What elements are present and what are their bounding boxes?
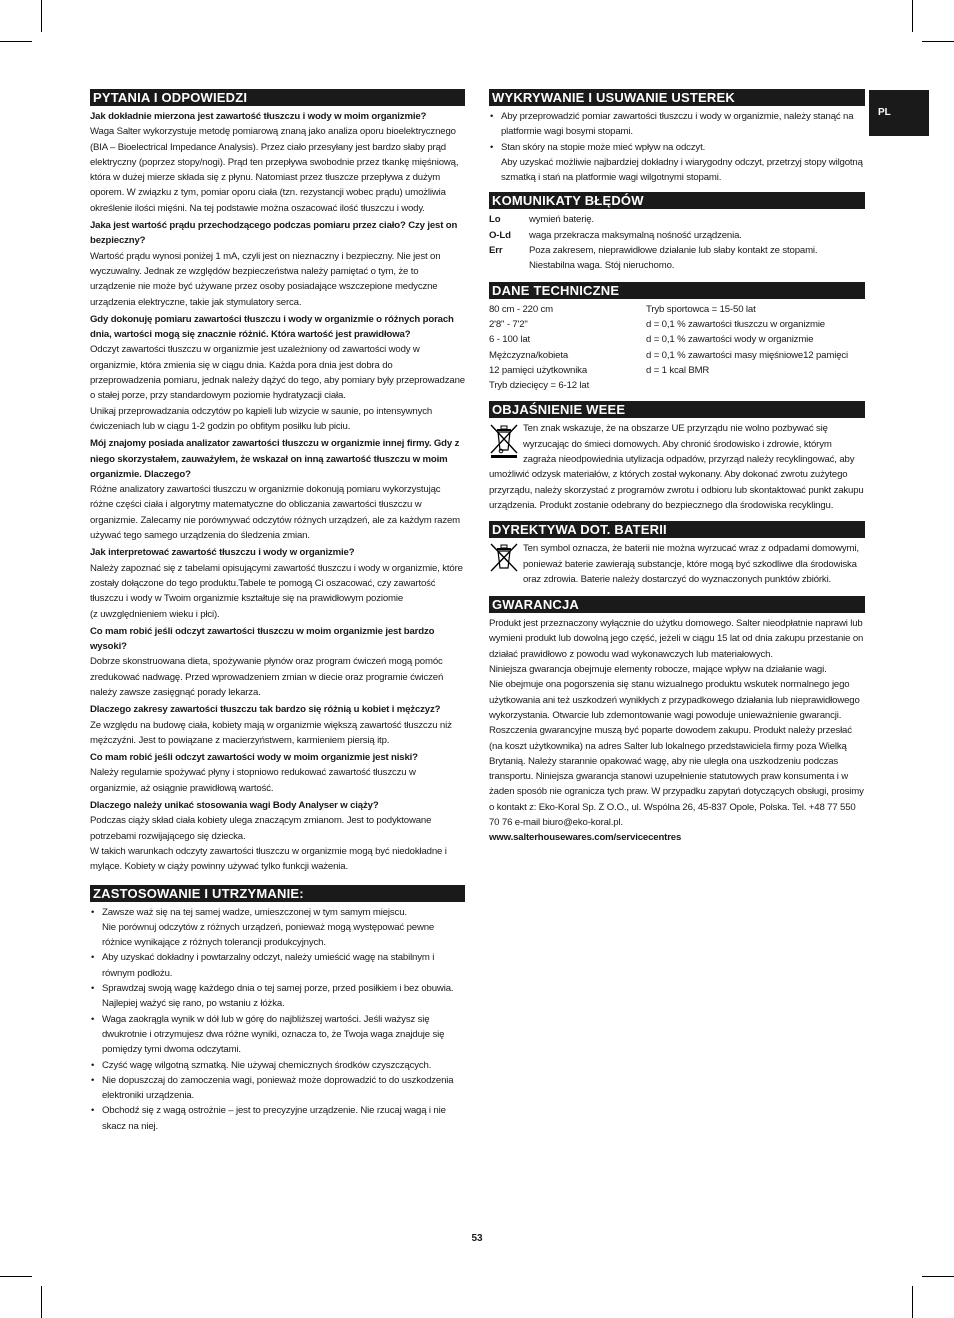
tech-spec-item: Tryb sportowca = 15-50 lat: [646, 303, 756, 315]
qa-question: Dlaczego należy unikać stosowania wagi Body Analyser w ciąży?: [90, 800, 379, 812]
crop-mark: [0, 41, 32, 42]
tech-specs-right: [646, 302, 865, 394]
bullet-line: • Sprawdzaj swoją wagę każdego dnia o tej samej porze, przed posiłkiem i bez obuwia. Najlepiej ważyć się rano, po wstaniu z łóżka.: [102, 983, 454, 1010]
tech-spec-item: d = 1 kcal BMR: [646, 364, 710, 376]
usage-list: [90, 905, 465, 1134]
error-code: Lo: [489, 214, 501, 226]
warranty-paragraph: Produkt jest przeznaczony wyłącznie do użytku domowego. Salter nieodpłatnie naprawi lub wymieni produkt lub dowolną jego część, jeżeli w ciągu 15 lat od dnia zakupu przestanie on działać prawidłowo z powodu wad wykonawczych lub materiałowych.: [489, 618, 864, 660]
error-code: Err: [489, 245, 503, 257]
bullet-line: • Aby uzyskać dokładny i powtarzalny odczyt, należy umieścić wagę na stabilnym i równym podłożu.: [102, 952, 435, 979]
bullet-item: [489, 140, 865, 186]
qa-answer: W takich warunkach odczyty zawartości tłuszczu w organizmie mogą być niedokładne i mylące. Kobiety w ciąży powinny używać tylko funkcji ważenia.: [90, 845, 447, 873]
bullet-item: [90, 905, 465, 951]
bullet-item: [90, 1058, 465, 1073]
battery-text: Ten symbol oznacza, że baterii nie można wyrzucać wraz z odpadami domowymi, ponieważ baterie zawierają substancje, które mogą być szkodliwe dla środowiska oraz zdrowia. Baterie należy dostarczyć do wyznaczonych punktów zbiórki.: [523, 543, 859, 585]
error-description: Poza zakresem, nieprawidłowe działanie lub słaby kontakt ze stopami. Niestabilna waga. Stój nieruchomo.: [529, 245, 818, 272]
tech-spec-item: d = 0,1 % zawartości masy mięśniowe12 pamięci: [646, 349, 849, 361]
section-heading-troubleshooting: WYKRYWANIE I USUWANIE USTEREK: [489, 89, 865, 106]
qa-answer: Podczas ciąży skład ciała kobiety ulega znaczącym zmianom. Jest to podyktowane potrzebami rozwijającego się dziecka.: [90, 815, 432, 842]
bullet-item: [489, 109, 865, 140]
battery-block: [489, 541, 865, 587]
crop-mark: [41, 0, 42, 32]
bullet-line: • Zawsze waż się na tej samej wadze, umieszczonej w tym samym miejscu.: [102, 906, 407, 918]
bullet-line: • Czyść wagę wilgotną szmatką. Nie używaj chemicznych środków czyszczących.: [102, 1059, 432, 1071]
qa-question: Dlaczego zakresy zawartości tłuszczu tak bardzo się różnią u kobiet i mężczyz?: [90, 704, 441, 716]
troubleshooting-list: [489, 109, 865, 185]
qa-answer: Odczyt zawartości tłuszczu w organizmie jest uzależniony od zawartości wody w organizmie, która zmienia się w ciągu dnia. Każda pora dnia jest dobra do przeprowadzenia pomiaru, jednak należy dążyć do tego, aby pomiary były przeprowadzane o stałej porze, przy standardowym poziomie hydratyzacji ciała.: [90, 344, 465, 402]
section-heading-weee: OBJAŚNIENIE WEEE: [489, 401, 865, 418]
tech-spec-item: 6 - 100 lat: [489, 334, 531, 346]
tech-spec-item: 2'8" - 7'2": [489, 318, 528, 330]
qa-question: Jak dokładnie mierzona jest zawartość tłuszczu i wody w moim organizmie?: [90, 111, 427, 122]
bullet-line: • Obchodź się z wagą ostrożnie – jest to precyzyjne urządzenie. Nie rzucaj wagą i nie skacz na niej.: [102, 1105, 446, 1132]
bullet-item: [90, 1103, 465, 1134]
crop-mark: [912, 0, 913, 32]
error-codes: [489, 212, 865, 273]
bullet-item: [90, 1073, 465, 1104]
section-heading-warranty: GWARANCJA: [489, 596, 865, 613]
crop-mark: [922, 41, 954, 42]
crossed-bin-icon: [489, 423, 519, 459]
qa-answer: Dobrze skonstruowana dieta, spożywanie płynów oraz program ćwiczeń mogą pomóc zredukować nadwagę. Przed wprowadzeniem zmian w diecie oraz programie ćwiczeń należy zawsze zasięgnąć porady lekarza.: [90, 656, 444, 698]
language-tab: PL: [869, 90, 929, 136]
qa-question: Co mam robić jeśli odczyt zawartości tłuszczu w moim organizmie jest bardzo wysoki?: [90, 625, 435, 653]
warranty-paragraph: Niniejsza gwarancja obejmuje elementy robocze, mające wpływ na działanie wagi.: [489, 664, 827, 676]
right-column: [489, 89, 865, 846]
section-heading-tech: DANE TECHNICZNE: [489, 282, 865, 299]
qa-question: Co mam robić jeśli odczyt zawartości wody w moim organizmie jest niski?: [90, 752, 418, 764]
bullet-line: • Nie dopuszczaj do zamoczenia wagi, ponieważ może doprowadzić to do uszkodzenia elektroniki urządzenia.: [102, 1074, 454, 1102]
tech-spec-item: 12 pamięci użytkownika: [489, 364, 588, 376]
bullet-line: • Waga zaokrągla wynik w dół lub w górę do najbliższej wartości. Jeśli ważysz się dwukrotnie i otrzymujesz dwa różne wyniki, oznacza to, że Twoja waga znajduje się pomiędzy tymi dwoma odczytami.: [102, 1013, 445, 1056]
left-column: [90, 89, 465, 1134]
tech-spec-item: d = 0,1 % zawartości wody w organizmie: [646, 334, 814, 346]
tech-specs-left: [489, 302, 646, 394]
qa-answer: Należy regularnie spożywać płyny i stopniowo redukować zawartość tłuszczu w organizmie, aż osiągnie prawidłową wartość.: [90, 767, 416, 794]
qa-answer: Wartość prądu wynosi poniżej 1 mA, czyli jest on nieznaczny i bezpieczny. Nie jest on wyczuwalny. Jednak ze względów bezpieczeństwa należy pamiętać o tym, że to urządzenie nie może być używane przez osoby posiadające wszczepione medyczne urządzenia elektryczne, takie jak stymulatory serca.: [90, 250, 441, 308]
qa-question: Jaka jest wartość prądu przechodzącego podczas pomiaru przez ciało? Czy jest on bezpieczny?: [90, 220, 458, 247]
qa-list: [90, 109, 465, 875]
service-url-link[interactable]: www.salterhousewares.com/servicecentres: [489, 832, 682, 844]
qa-answer: Różne analizatory zawartości tłuszczu w organizmie dokonują pomiaru wykorzystując różne części ciała i algorytmy matematyczne do obliczania zawartości tłuszczu w organizmie. Zalecamy nie porównywać odczytów różnych urządzeń, ale za każdym razem używać tego samego urządzenia do śledzenia zmian.: [90, 484, 461, 542]
warranty-paragraph: Nie obejmuje ona pogorszenia się stanu wizualnego produktu wskutek normalnego jego użytkowania ani też uszkodzeń wynikłych z przypadkowego działania lub nieprawidłowego wykorzystania. Otwarcie lub zdemontowanie wagi powoduje unieważnienie gwarancji. Roszczenia gwarancyjne muszą być poparte dowodem zakupu. Produkt należy przesłać (na koszt użytkownika) na adres Salter lub lokalnego przedstawiciela firmy poza Wielką Brytanią. Należy starannie opakować wagę, aby nie uległa ona uszkodzeniu podczas transportu. Niniejsza gwarancja stanowi uzupełnienie statutowych praw konsumenta i w żaden sposób nie ogranicza tych praw. W przypadku zapytań dotyczących obsługi, prosimy o kontakt z: Eko-Koral Sp. Z O.O., ul. Wspólna 26, 45-837 Opole, Polska. Tel. +48 77 550 70 76 e-mail biuro@eko-koral.pl.: [489, 679, 864, 828]
section-heading-usage: ZASTOSOWANIE I UTRZYMANIE:: [90, 885, 465, 902]
weee-block: [489, 421, 865, 513]
weee-text: Ten znak wskazuje, że na obszarze UE przyrządu nie wolno pozbywać się wyrzucając do śmieci domowych. Aby chronić środowisko i zdrowie, którym zagraża nieodpowiednia utylizacja odpadów, przyrząd należy recyklingować, aby umożliwić odzysk materiałów, z których został wykonany. Aby dokonać zwrotu zużytego przyrządu, należy skorzystać z programów zwrotu i odbioru lub skontaktować punkt zakupu urządzenia. Produkt zostanie odebrany do bezpiecznego dla środowiska recyklingu.: [489, 423, 864, 511]
tech-spec-item: Tryb dziecięcy = 6-12 lat: [489, 380, 590, 392]
crop-mark: [0, 1276, 32, 1277]
crossed-bin-icon: [489, 543, 519, 573]
tech-specs: [489, 302, 865, 394]
bullet-item: [90, 981, 465, 1012]
bullet-line: • Aby przeprowadzić pomiar zawartości tłuszczu i wody w organizmie, należy stanąć na platformie wagi bosymi stopami.: [501, 111, 854, 138]
bullet-line: • Stan skóry na stopie może mieć wpływ na odczyt.: [501, 141, 706, 153]
warranty-text: [489, 616, 865, 830]
bullet-line: Nie porównuj odczytów z różnych urządzeń, ponieważ mogą występować pewne różnice wynikające z różnych tolerancji produkcyjnych.: [102, 921, 435, 949]
bullet-line: Aby uzyskać możliwie najbardziej dokładny i wiarygodny odczyt, przetrzyj stopy wilgotną szmatką i stań na platformie wagi wilgotnymi stopami.: [501, 156, 863, 184]
qa-question: Jak interpretować zawartość tłuszczu i wody w organizmie?: [90, 547, 355, 559]
crop-mark: [41, 1286, 42, 1318]
error-description: wymień baterię.: [529, 214, 594, 226]
section-heading-errors: KOMUNIKATY BŁĘDÓW: [489, 192, 865, 209]
qa-answer: Należy zapoznać się z tabelami opisującymi zawartość tłuszczu i wody w organizmie, które zostały dołączone do tego produktu.Tabele te pomogą Ci oszacować, czy zawartość tłuszczu i wody w Twoim organizmie kształtuje się na prawidłowym poziomie: [90, 562, 463, 605]
qa-answer: Ze względu na budowę ciała, kobiety mają w organizmie większą zawartość tłuszczu niż mężczyźni. Jest to powiązane z macierzyństwem, karmieniem piersią itp.: [90, 719, 452, 746]
error-code: O-Ld: [489, 229, 511, 241]
section-heading-battery: DYREKTYWA DOT. BATERII: [489, 521, 865, 538]
page-number: 53: [471, 1233, 483, 1244]
tech-spec-item: 80 cm - 220 cm: [489, 303, 554, 315]
error-description: waga przekracza maksymalną nośność urządzenia.: [529, 229, 742, 241]
crop-mark: [912, 1286, 913, 1318]
tech-spec-item: d = 0,1 % zawartości tłuszczu w organizmie: [646, 318, 825, 330]
tech-spec-item: Mężczyzna/kobieta: [489, 349, 569, 361]
section-heading-qa: PYTANIA I ODPOWIEDZI: [90, 89, 465, 106]
bullet-item: [90, 1012, 465, 1058]
qa-answer: Unikaj przeprowadzania odczytów po kąpieli lub wizycie w saunie, po intensywnych ćwiczeniach lub w ciągu 1-2 godzin po obfitym posiłku lub piciu.: [90, 405, 433, 432]
qa-question: Mój znajomy posiada analizator zawartości tłuszczu w organizmie innej firmy. Gdy z niego skorzystałem, zauważyłem, że wskazał on inną zawartość tłuszczu w moim organizmie. Dlaczego?: [90, 438, 460, 480]
bullet-item: [90, 950, 465, 981]
qa-question: Gdy dokonuję pomiaru zawartości tłuszczu i wody w organizmie o różnych porach dnia, wartości mogą się znacznie różnić. Która wartość jest prawidłowa?: [90, 313, 454, 341]
crop-mark: [922, 1276, 954, 1277]
qa-answer: Waga Salter wykorzystuje metodę pomiarową znaną jako analiza oporu bioelektrycznego (BIA – Bioelectrical Impedance Analysis). Przez ciało przesyłany jest bardzo słaby prąd elektryczny (poprzez stopy/nogi). Prąd ten przepływa swobodnie przez tkankę mięśniową, która w dużej mierze składa się z płynu. Natomiast przez tłuszcze przepływa z dużym oporem. W związku z tym, pomiar oporu ciała (tzn. rezystancji wobec prądu) umożliwia określenie ilości mięśni. Na tej podstawie można oszacować ilość tłuszczu i wody.: [90, 126, 459, 214]
qa-answer: (z uwzględnieniem wieku i płci).: [90, 608, 220, 620]
